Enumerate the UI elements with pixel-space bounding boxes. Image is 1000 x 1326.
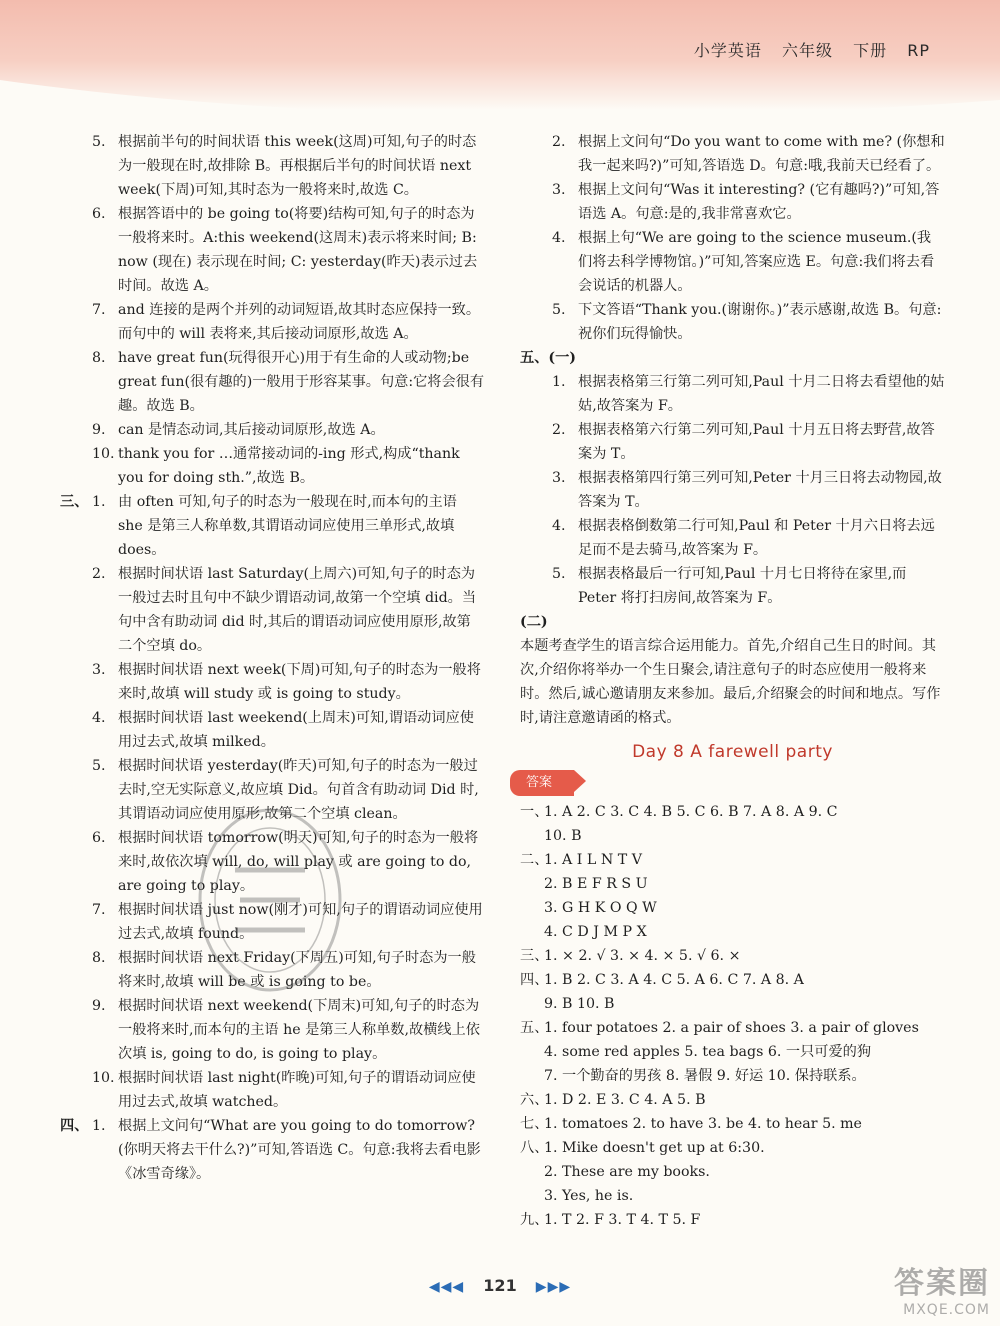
watermark-logo-text: 答案圈 [894,1266,990,1301]
section-five-mark: 五、(一) [520,350,576,366]
answer-row [520,1112,945,1136]
left-explanations-a [60,130,485,490]
answer-text: 1. tomatoes 2. to have 3. be 4. to hear 5. me [544,1116,862,1132]
answer-key [520,800,945,1232]
explanation-item [60,706,485,754]
header-edition: RP [907,41,930,60]
prev-arrows-icon: ◀◀◀ [428,1279,465,1295]
answer-text: 1. D 2. E 3. C 4. A 5. B [544,1092,706,1108]
answer-text: 1. A I L N T V [544,852,642,868]
answer-subline: 7. 一个勤奋的男孩 8. 暑假 9. 好运 10. 保持联系。 [544,1068,866,1084]
item-text: 根据时间状语 last Saturday(上周六)可知,句子的时态为一般过去时且句中不缺少谓语动词,故第一个空填 did。当句中含有助动词 did 时,其后的谓语动词应使用原形,故第二个空填 do。 [118,566,477,654]
item-text: 根据表格第六行第二列可知,Paul 十月五日将去野营,故答案为 T。 [578,422,935,462]
stamp-seal [190,800,350,1000]
section-five [520,346,945,610]
item-text: 由 often 可知,句子的时态为一般现在时,而本句的主语 she 是第三人称单数,其谓语动词应使用三单形式,故填 does。 [118,494,457,558]
item-text: 根据答语中的 be going to(将要)结构可知,句子的时态为一般将来时。A:this weekend(这周末)表示将来时间; B: now (现在) 表示现在时间; C: yesterday(昨天)表示过去时间。故选 A。 [118,206,478,294]
item-number: 3. [92,662,106,678]
item-text: 根据表格最后一行可知,Paul 十月七日将待在家里,而 Peter 将打扫房间,故答案为 F。 [578,566,907,606]
explanation-item [520,226,945,298]
item-text: 根据前半句的时间状语 this week(这周)可知,句子的时态为一般现在时,故排除 B。再根据后半句的时间状语 next week(下周)可知,其时态为一般将来时,故选 C。 [118,134,477,198]
answer-section-mark: 五、 [520,1020,549,1036]
answer-row [520,944,945,968]
left-explanations-c [60,1114,485,1186]
section-four-mark: 四、 [60,1118,89,1134]
explanation-item [520,130,945,178]
page-footer [0,1276,1000,1295]
item-text: 根据时间状语 next Friday(下周五)可知,句子时态为一般将来时,故填 will be 或 is going to be。 [118,950,476,990]
item-number: 9. [92,422,106,438]
header-grade: 六年级 [782,41,834,60]
item-number: 10. [92,446,115,462]
watermark-url: MXQE.COM [903,1302,990,1318]
right-explanations-b [520,370,945,610]
answer-section-mark: 九、 [520,1212,549,1228]
answer-text: 1. T 2. F 3. T 4. T 5. F [544,1212,701,1228]
answer-subline: 3. Yes, he is. [544,1188,634,1204]
right-explanations-a [520,130,945,346]
explanation-item [520,370,945,418]
explanation-item [60,298,485,346]
item-text: 下文答语“Thank you.(谢谢你。)”表示感谢,故选 B。句意:祝你们玩得愉快。 [578,302,942,342]
next-arrows-icon: ▶▶▶ [535,1279,572,1295]
item-text: 根据时间状语 just now(刚才)可知,句子的谓语动词应使用过去式,故填 found。 [118,902,483,942]
explanation-item [60,562,485,658]
item-number: 8. [92,950,106,966]
item-text: 根据表格第四行第三列可知,Peter 十月三日将去动物园,故答案为 T。 [578,470,942,510]
subsection-two-mark: (二) [520,614,548,630]
explanation-item [60,418,485,442]
explanation-item [520,466,945,514]
explanation-item [520,298,945,346]
item-number: 3. [552,182,566,198]
item-text: and 连接的是两个并列的动词短语,故其时态应保持一致。而句中的 will 表将来,其后接动词原形,故选 A。 [118,302,481,342]
item-number: 5. [552,302,566,318]
item-text: 根据上文问句“Do you want to come with me? (你想和我一起来吗?)”可知,答语选 D。句意:哦,我前天已经看了。 [578,134,945,174]
explanation-item [60,202,485,298]
answer-text: 1. Mike doesn't get up at 6:30. [544,1140,765,1156]
item-number: 4. [92,710,106,726]
answer-section-mark: 二、 [520,852,549,868]
running-header [680,38,930,61]
item-number: 8. [92,350,106,366]
item-number: 4. [552,518,566,534]
item-number: 7. [92,302,106,318]
explanation-item [520,178,945,226]
item-text: 根据时间状语 last weekend(上周末)可知,谓语动词应使用过去式,故填 milked。 [118,710,474,750]
answer-subline: 2. B E F R S U [544,876,648,892]
answer-subline: 10. B [544,828,582,844]
answer-subline: 9. B 10. B [544,996,615,1012]
answer-section-mark: 一、 [520,804,549,820]
explanation-item [60,1114,485,1186]
item-text: 根据时间状语 tomorrow(明天)可知,句子的时态为一般将来时,故依次填 will, do, will play 或 are going to do, are going to play。 [118,830,479,894]
watermark [894,1258,990,1318]
section-four [60,1114,485,1186]
item-number: 4. [552,230,566,246]
answer-section-mark: 七、 [520,1116,549,1132]
answer-row [520,1088,945,1112]
item-text: 根据上句“We are going to the science museum.(我们将去科学博物馆。)”可知,答案应选 E。句意:我们将去看会说话的机器人。 [578,230,935,294]
item-text: 根据时间状语 yesterday(昨天)可知,句子的时态为一般过去时,空无实际意义,故应填 Did。句首含有助动词 Did 时,其谓语动词应使用原形,故第二个空填 clean。 [118,758,479,822]
item-number: 9. [92,998,106,1014]
answer-section-mark: 八、 [520,1140,549,1156]
explanation-item [520,418,945,466]
answer-section-mark: 三、 [520,948,549,964]
item-text: 根据上文问句“What are you going to do tomorrow? (你明天将去干什么?)”可知,答语选 C。句意:我将去看电影《冰雪奇缘》。 [118,1118,481,1182]
explanation-item [60,994,485,1066]
item-number: 7. [92,902,106,918]
item-text: 根据时间状语 next week(下周)可知,句子的时态为一般将来时,故填 will study 或 is going to study。 [118,662,481,702]
answer-section-mark: 六、 [520,1092,549,1108]
item-text: can 是情态动词,其后接动词原形,故选 A。 [118,422,385,438]
item-text: 根据上文问句“Was it interesting? (它有趣吗?)”可知,答语选 A。句意:是的,我非常喜欢它。 [578,182,940,222]
answer-text: 1. four potatoes 2. a pair of shoes 3. a pair of gloves [544,1020,919,1036]
explanation-item [60,442,485,490]
left-column [60,130,485,1186]
answer-subline: 3. G H K O Q W [544,900,657,916]
explanation-item [60,346,485,418]
item-number: 5. [92,758,106,774]
item-number: 2. [552,134,566,150]
answer-row [520,848,945,944]
section-three-mark: 三、 [60,494,89,510]
item-text: 根据时间状语 next weekend(下周末)可知,句子的时态为一般将来时,而本句的主语 he 是第三人称单数,故横线上依次填 is, going to do, is going to play。 [118,998,480,1062]
item-number: 6. [92,206,106,222]
answer-section-mark: 四、 [520,972,549,988]
explanation-item [60,1066,485,1114]
item-number: 1. [92,494,106,510]
header-subject: 小学英语 [693,41,762,60]
answer-badge: 答案 [510,770,574,796]
item-number: 1. [552,374,566,390]
explanation-item [60,658,485,706]
item-text: thank you for …通常接动词的-ing 形式,构成“thank you for doing sth.”,故选 B。 [118,446,460,486]
item-text: 根据表格第三行第二列可知,Paul 十月二日将去看望他的姑姑,故答案为 F。 [578,374,945,414]
item-number: 3. [552,470,566,486]
item-number: 2. [552,422,566,438]
explanation-item [60,490,485,562]
right-column [520,130,945,1232]
page-number: 121 [483,1276,517,1295]
header-term: 下册 [853,41,888,60]
answer-subline: 4. C D J M P X [544,924,647,940]
answer-row [520,968,945,1016]
answer-text: 1. B 2. C 3. A 4. C 5. A 6. C 7. A 8. A [544,972,804,988]
item-number: 10. [92,1070,115,1086]
explanation-item [60,130,485,202]
item-text: 根据表格倒数第二行可知,Paul 和 Peter 十月六日将去远足而不是去骑马,故答案为 F。 [578,518,935,558]
answer-row [520,1208,945,1232]
item-number: 2. [92,566,106,582]
answer-row [520,1136,945,1208]
answer-text: 1. × 2. √ 3. × 4. × 5. √ 6. × [544,948,741,964]
answer-text: 1. A 2. C 3. C 4. B 5. C 6. B 7. A 8. A 9. C [544,804,838,820]
item-text: have great fun(玩得很开心)用于有生命的人或动物;be great fun(很有趣的)一般用于形容某事。句意:它将会很有趣。故选 B。 [118,350,485,414]
essay-guidance: 本题考查学生的语言综合运用能力。首先,介绍自己生日的时间。其次,介绍你将举办一个生日聚会,请注意句子的时态应使用一般将来时。然后,诚心邀请朋友来参加。最后,介绍聚会的时间和地点。写作时,请注意邀请函的格式。 [520,638,941,726]
item-number: 5. [552,566,566,582]
explanation-item [520,514,945,562]
answer-subline: 2. These are my books. [544,1164,710,1180]
answer-row [520,800,945,848]
item-number: 1. [92,1118,106,1134]
item-number: 6. [92,830,106,846]
header-wave-decoration [0,60,1000,130]
answer-subline: 4. some red apples 5. tea bags 6. 一只可爱的狗 [544,1044,872,1060]
answer-row [520,1016,945,1088]
item-text: 根据时间状语 last night(昨晚)可知,句子的谓语动词应使用过去式,故填 watched。 [118,1070,476,1110]
explanation-item [520,562,945,610]
day-title: Day 8 A farewell party [632,742,833,762]
item-number: 5. [92,134,106,150]
